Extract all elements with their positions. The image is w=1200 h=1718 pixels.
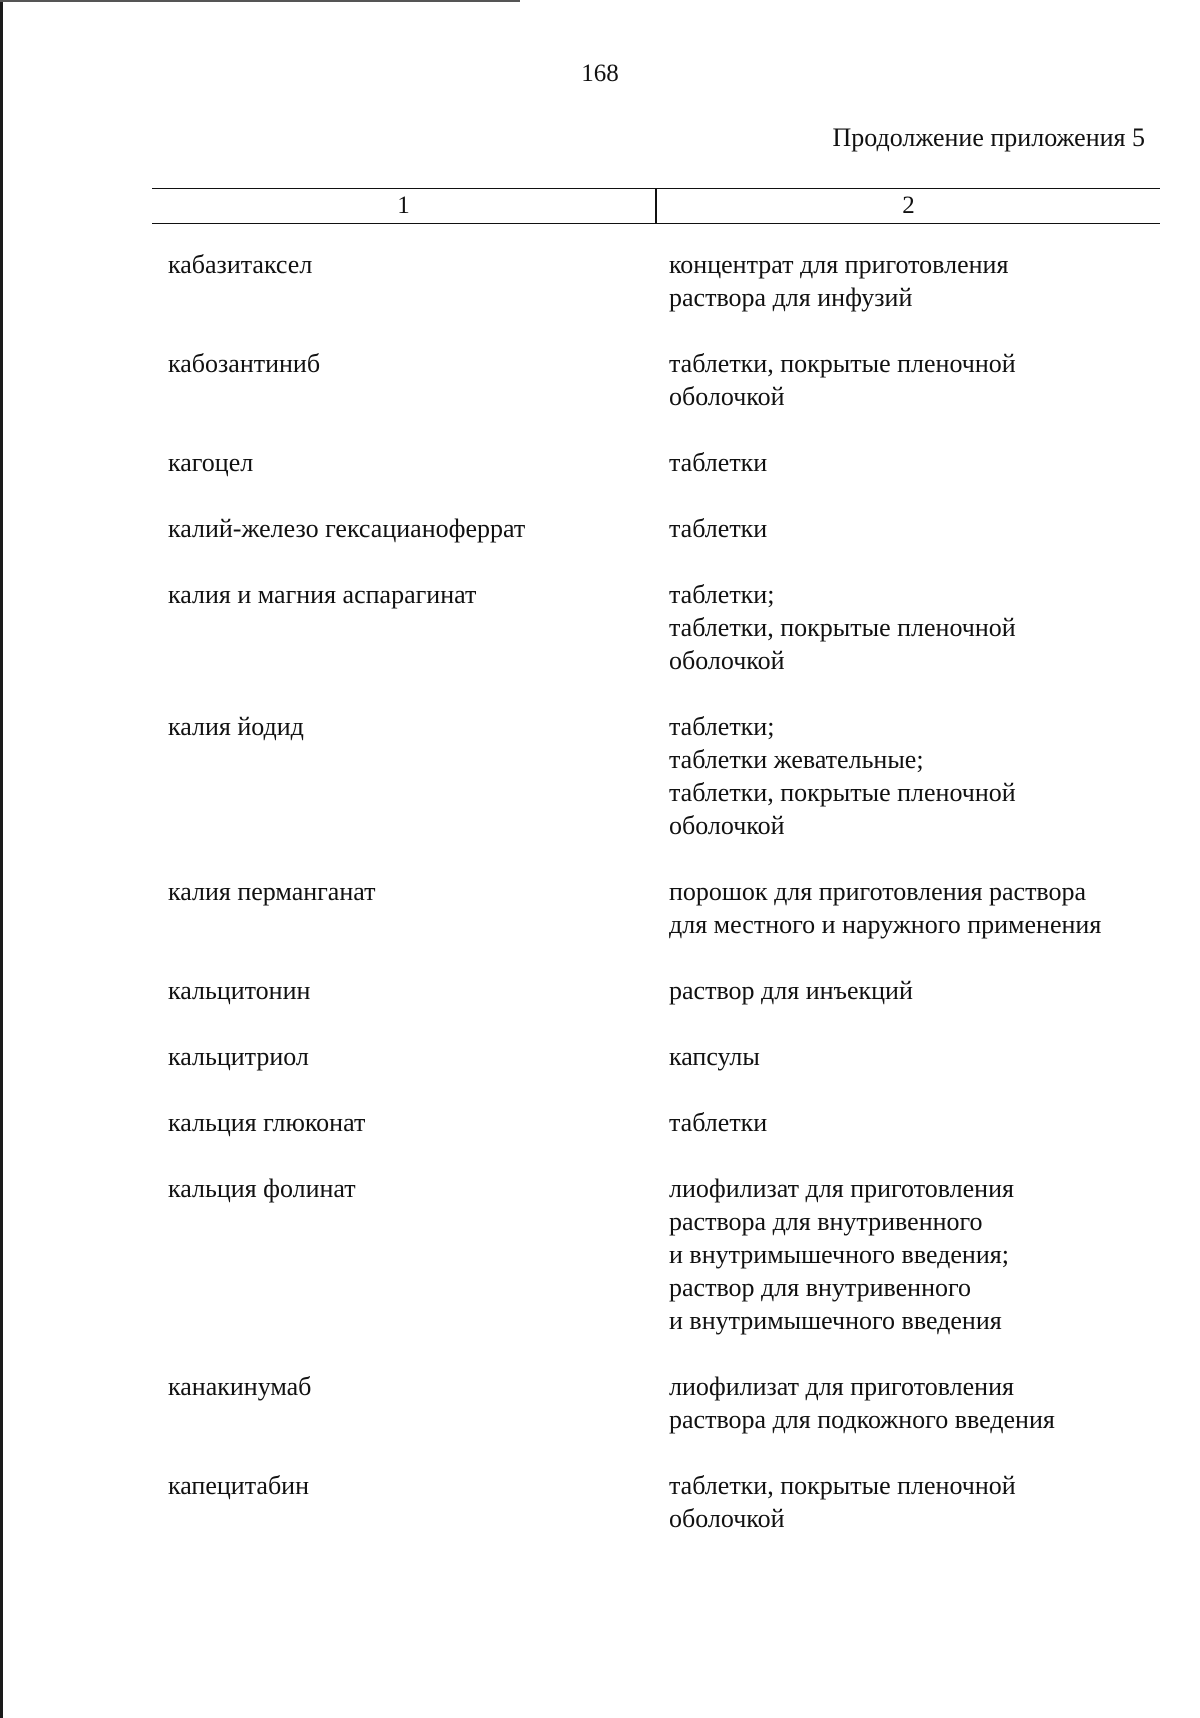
drug-name: кальцитриол: [168, 1042, 309, 1071]
dosage-forms: [669, 1040, 1158, 1073]
drug-name: кальция фолинат: [168, 1174, 356, 1203]
scan-edge-left: [0, 0, 3, 1718]
table-row: [168, 578, 1158, 677]
dosage-form-line: таблетки, покрытые пленочной: [669, 1471, 1016, 1500]
dosage-form-line: для местного и наружного применения: [669, 910, 1102, 939]
table-row: [168, 1106, 1158, 1139]
drug-name: капецитабин: [168, 1471, 309, 1500]
dosage-forms: [669, 512, 1158, 545]
dosage-forms: [669, 1106, 1158, 1139]
table-row: [168, 1172, 1158, 1337]
dosage-forms: [669, 347, 1158, 413]
table-row: [168, 1370, 1158, 1436]
table-row: [168, 710, 1158, 842]
page-number: 168: [581, 60, 619, 87]
dosage-forms: [669, 875, 1158, 941]
dosage-form-line: концентрат для приготовления: [669, 250, 1009, 279]
dosage-forms: [669, 446, 1158, 479]
dosage-form-line: лиофилизат для приготовления: [669, 1372, 1014, 1401]
dosage-form-line: таблетки: [669, 514, 768, 543]
drug-name: кагоцел: [168, 448, 254, 477]
dosage-form-line: раствор для инъекций: [669, 976, 913, 1005]
dosage-forms: [669, 974, 1158, 1007]
dosage-form-line: оболочкой: [669, 646, 785, 675]
dosage-forms: [669, 248, 1158, 314]
table-row: [168, 248, 1158, 314]
drug-name: кальцитонин: [168, 976, 311, 1005]
table-row: [168, 347, 1158, 413]
dosage-forms: [669, 710, 1158, 842]
dosage-form-line: таблетки: [669, 448, 768, 477]
dosage-form-line: таблетки, покрытые пленочной: [669, 778, 1016, 807]
drug-name: калия и магния аспарагинат: [168, 580, 477, 609]
dosage-form-line: таблетки: [669, 1108, 768, 1137]
table-row: [168, 974, 1158, 1007]
dosage-form-line: раствора для подкожного введения: [669, 1405, 1055, 1434]
dosage-form-line: лиофилизат для приготовления: [669, 1174, 1014, 1203]
drug-name: кальция глюконат: [168, 1108, 366, 1137]
dosage-form-line: таблетки;: [669, 712, 775, 741]
table-row: [168, 512, 1158, 545]
drug-name: канакинумаб: [168, 1372, 312, 1401]
dosage-form-line: таблетки;: [669, 580, 775, 609]
dosage-form-line: и внутримышечного введения: [669, 1306, 1002, 1335]
table-row: [168, 1040, 1158, 1073]
dosage-form-line: раствор для внутривенного: [669, 1273, 971, 1302]
dosage-form-line: таблетки жевательные;: [669, 745, 924, 774]
drug-name: калий-железо гексацианоферрат: [168, 514, 526, 543]
dosage-form-line: таблетки, покрытые пленочной: [669, 349, 1016, 378]
dosage-form-line: оболочкой: [669, 382, 785, 411]
dosage-form-line: раствора для внутривенного: [669, 1207, 983, 1236]
table-header: [152, 188, 1160, 224]
drug-name: кабозантиниб: [168, 349, 321, 378]
dosage-form-line: капсулы: [669, 1042, 760, 1071]
dosage-form-line: оболочкой: [669, 1504, 785, 1533]
column-header-2: 2: [902, 192, 915, 219]
dosage-forms: [669, 578, 1158, 677]
table-row: [168, 875, 1158, 941]
dosage-forms: [669, 1370, 1158, 1436]
drug-name: кабазитаксел: [168, 250, 313, 279]
table-row: [168, 446, 1158, 479]
dosage-form-line: и внутримышечного введения;: [669, 1240, 1009, 1269]
scan-edge-top: [0, 0, 520, 2]
table-body: [168, 248, 1158, 1568]
dosage-forms: [669, 1469, 1158, 1535]
dosage-form-line: оболочкой: [669, 811, 785, 840]
dosage-forms: [669, 1172, 1158, 1337]
dosage-form-line: таблетки, покрытые пленочной: [669, 613, 1016, 642]
dosage-form-line: раствора для инфузий: [669, 283, 913, 312]
table-row: [168, 1469, 1158, 1535]
appendix-note: Продолжение приложения 5: [832, 123, 1145, 152]
dosage-form-line: порошок для приготовления раствора: [669, 877, 1087, 906]
column-header-1: 1: [397, 192, 410, 219]
drug-name: калия перманганат: [168, 877, 376, 906]
drug-name: калия йодид: [168, 712, 304, 741]
